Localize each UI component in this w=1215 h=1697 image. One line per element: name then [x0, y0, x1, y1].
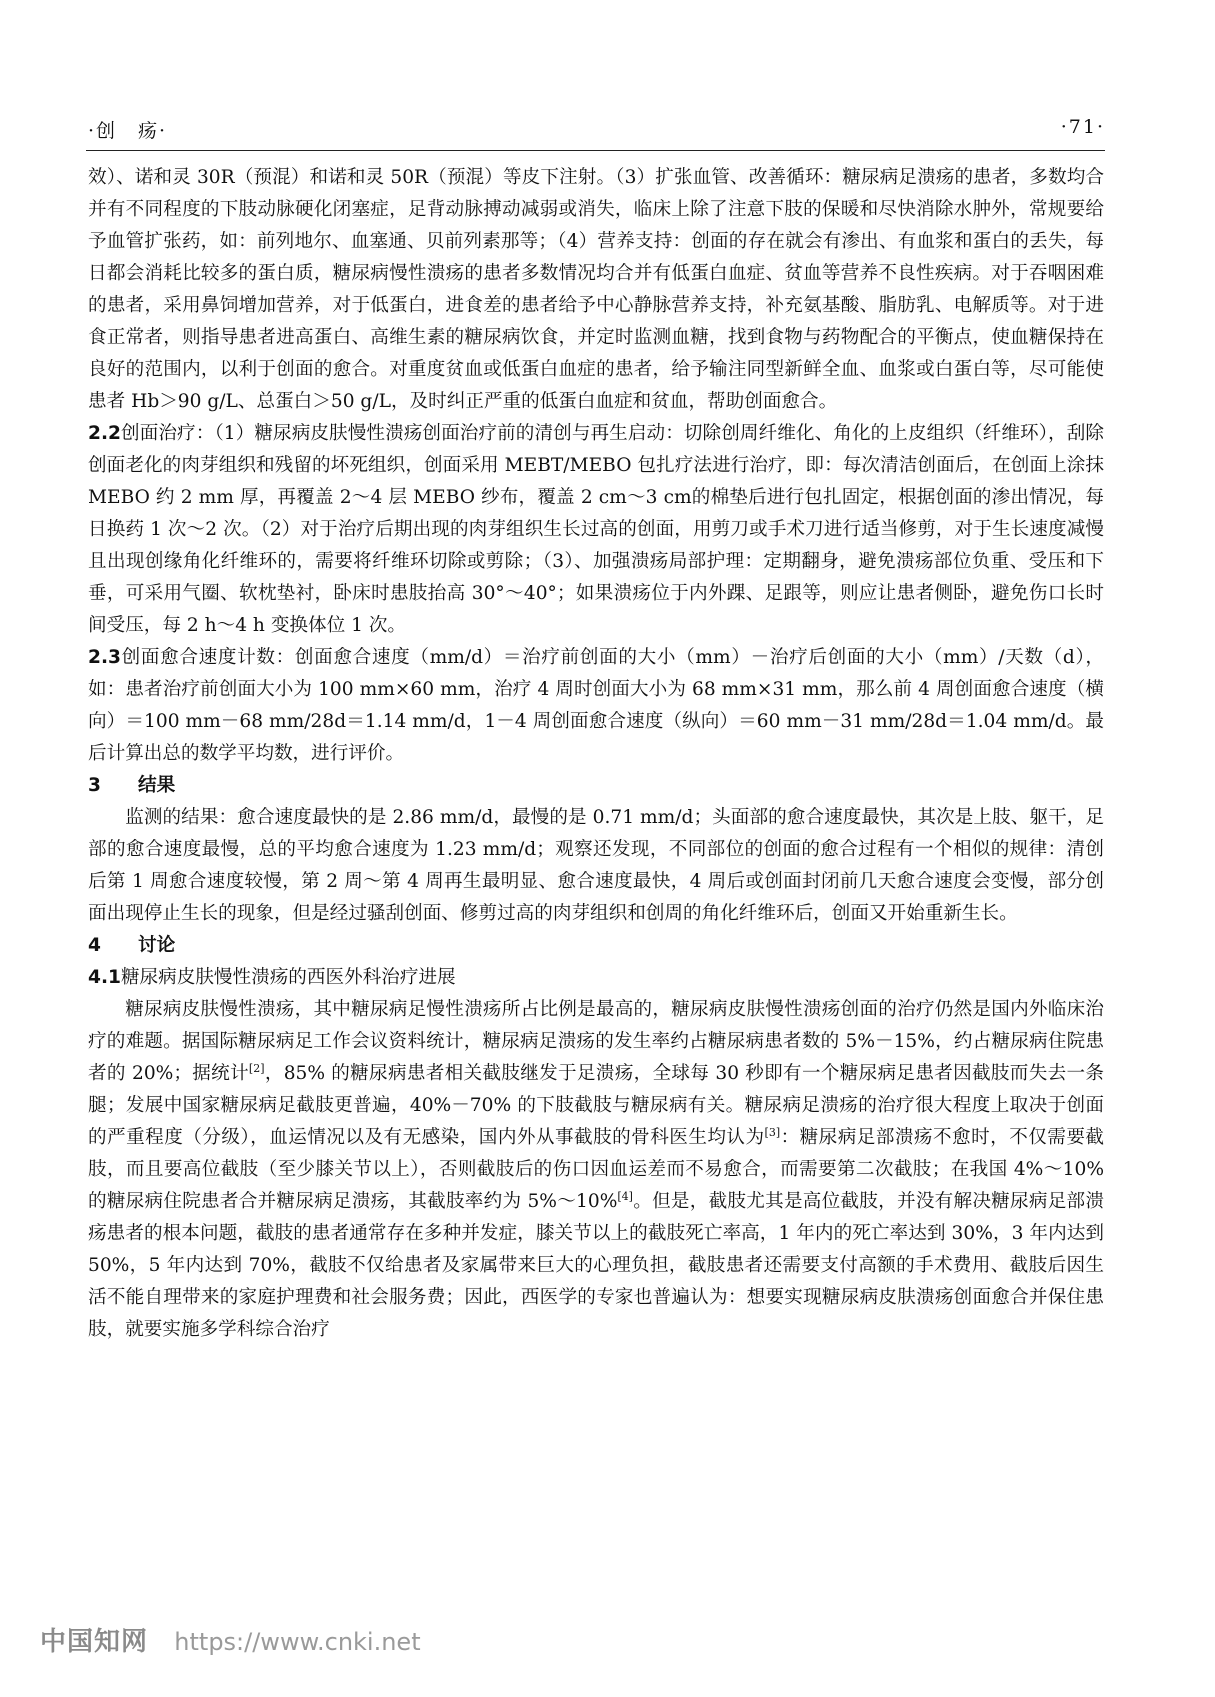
heading-discussion	[88, 930, 1104, 962]
text-run: ，85% 的糖尿病患者相关截肢继发于足溃疡，全球每 30 秒即有一个糖尿病足患者因截肢而失去一条腿；发展中国家糖尿病足截肢更普遍，40%－70% 的下肢截肢与糖尿病有关。糖尿病足溃疡的治疗很大程度上取决于创面的严重程度（分级），血运情况以及有无感染，国内外从事截肢的骨科医生均认为	[88, 1063, 1104, 1148]
watermark-footer	[40, 1621, 421, 1657]
header-rule	[86, 150, 1105, 151]
section-2-2-text: 创面治疗：（1）糖尿病皮肤慢性溃疡创面治疗前的清创与再生启动：切除创周纤维化、角化的上皮组织（纤维环），刮除创面老化的肉芽组织和残留的坏死组织，创面采用 MEBT/MEBO 包扎疗法进行治疗，即：每次清洁创面后，在创面上涂抹 MEBO 约 2 mm 厚，再覆盖 2～4 层 MEBO 纱布，覆盖 2 cm～3 cm的棉垫后进行包扎固定，根据创面的渗出情况，每日换药 1 次～2 次。（2）对于治疗后期出现的肉芽组织生长过高的创面，用剪刀或手术刀进行适当修剪，对于生长速度减慢且出现创缘角化纤维环的，需要将纤维环切除或剪除；（3）、加强溃疡局部护理：定期翻身，避免溃疡部位负重、受压和下垂，可采用气圈、软枕垫衬，卧床时患肢抬高 30°～40°；如果溃疡位于内外踝、足跟等，则应让患者侧卧，避免伤口长时间受压，每 2 h～4 h 变换体位 1 次。	[88, 423, 1104, 636]
text-run: 。但是，截肢尤其是高位截肢，并没有解决糖尿病足部溃疡患者的根本问题，截肢的患者通常存在多种并发症，膝关节以上的截肢死亡率高，1 年内的死亡率达到 30%，3 年内达到 50%，5 年内达到 70%，截肢不仅给患者及家属带来巨大的心理负担，截肢患者还需要支付高额的手术费用、截肢后因生活不能自理带来的家庭护理费和社会服务费；因此，西医学的专家也普遍认为：想要实现糖尿病皮肤溃疡创面愈合并保住患肢，就要实施多学科综合治疗	[88, 1191, 1104, 1340]
section-number: 2.2	[88, 423, 121, 444]
subheading-4-1	[88, 962, 1104, 994]
citation-4: [4]	[617, 1190, 633, 1203]
heading-title: 结果	[138, 775, 176, 796]
section-number: 2.3	[88, 647, 121, 668]
heading-results	[88, 770, 1104, 802]
cnki-logo-text: 中国知网	[40, 1627, 149, 1657]
heading-title: 糖尿病皮肤慢性溃疡的西医外科治疗进展	[120, 967, 456, 988]
text-run: 糖尿病皮肤慢性溃疡，其中糖尿病足慢性溃疡所占比例是最高的，糖尿病皮肤慢性溃疡创面的治疗仍然是国内外临床治疗的难题。据国际糖尿病足工作会议资料统计，糖尿病足溃疡的发生率约占糖尿病患者数的 5%－15%，约占糖尿病住院患者的 20%；据统计	[88, 999, 1104, 1084]
heading-number: 3	[88, 775, 101, 796]
section-label: ·创 疡·	[88, 120, 168, 142]
section-2-3-text: 创面愈合速度计数：创面愈合速度（mm/d）＝治疗前创面的大小（mm）－治疗后创面的大小（mm）/天数（d），如：患者治疗前创面大小为 100 mm×60 mm，治疗 4 周时创面大小为 68 mm×31 mm，那么前 4 周创面愈合速度（横向）＝100 mm－68 mm/28d＝1.14 mm/d，1－4 周创面愈合速度（纵向）＝60 mm－31 mm/28d＝1.04 mm/d。最后计算出总的数学平均数，进行评价。	[88, 647, 1104, 764]
citation-3: [3]	[764, 1126, 781, 1139]
text-run: ：糖尿病足部溃疡不愈时，不仅需要截肢，而且要高位截肢（至少膝关节以上），否则截肢后的伤口因血运差而不易愈合，而需要第二次截肢；在我国 4%～10% 的糖尿病住院患者合并糖尿病足溃疡，其截肢率约为 5%～10%	[88, 1127, 1104, 1212]
section-2-2	[88, 418, 1104, 642]
cnki-url[interactable]: https://www.cnki.net	[174, 1628, 421, 1656]
citation-2: [2]	[248, 1062, 265, 1075]
paragraph-results: 监测的结果：愈合速度最快的是 2.86 mm/d，最慢的是 0.71 mm/d；头面部的愈合速度最快，其次是上肢、躯干，足部的愈合速度最慢，总的平均愈合速度为 1.23 mm/d；观察还发现，不同部位的创面的愈合过程有一个相似的规律：清创后第 1 周愈合速度较慢，第 2 周～第 4 周再生最明显、愈合速度最快，4 周后或创面封闭前几天愈合速度会变慢，部分创面出现停止生长的现象，但是经过骚刮创面、修剪过高的肉芽组织和创周的角化纤维环后，创面又开始重新生长。	[88, 807, 1104, 924]
running-head	[88, 116, 1105, 146]
paragraph-discussion	[88, 994, 1104, 1346]
heading-title: 讨论	[138, 935, 176, 956]
heading-number: 4.1	[88, 967, 121, 988]
section-2-3	[88, 642, 1104, 770]
page-number: ·71·	[1060, 116, 1105, 138]
article-body	[88, 162, 1104, 1346]
heading-number: 4	[88, 935, 101, 956]
paragraph-treatment-continued: 效）、诺和灵 30R（预混）和诺和灵 50R（预混）等皮下注射。（3）扩张血管、改善循环：糖尿病足溃疡的患者，多数均合并有不同程度的下肢动脉硬化闭塞症，足背动脉搏动减弱或消失，临床上除了注意下肢的保暖和尽快消除水肿外，常规要给予血管扩张药，如：前列地尔、血塞通、贝前列素那等；（4）营养支持：创面的存在就会有渗出、有血浆和蛋白的丢失，每日都会消耗比较多的蛋白质，糖尿病慢性溃疡的患者多数情况均合并有低蛋白血症、贫血等营养不良性疾病。对于吞咽困难的患者，采用鼻饲增加营养，对于低蛋白，进食差的患者给予中心静脉营养支持，补充氨基酸、脂肪乳、电解质等。对于进食正常者，则指导患者进高蛋白、高维生素的糖尿病饮食，并定时监测血糖，找到食物与药物配合的平衡点，使血糖保持在良好的范围内，以利于创面的愈合。对重度贫血或低蛋白血症的患者，给予输注同型新鲜全血、血浆或白蛋白等，尽可能使患者 Hb＞90 g/L、总蛋白＞50 g/L，及时纠正严重的低蛋白血症和贫血，帮助创面愈合。	[88, 167, 1104, 412]
